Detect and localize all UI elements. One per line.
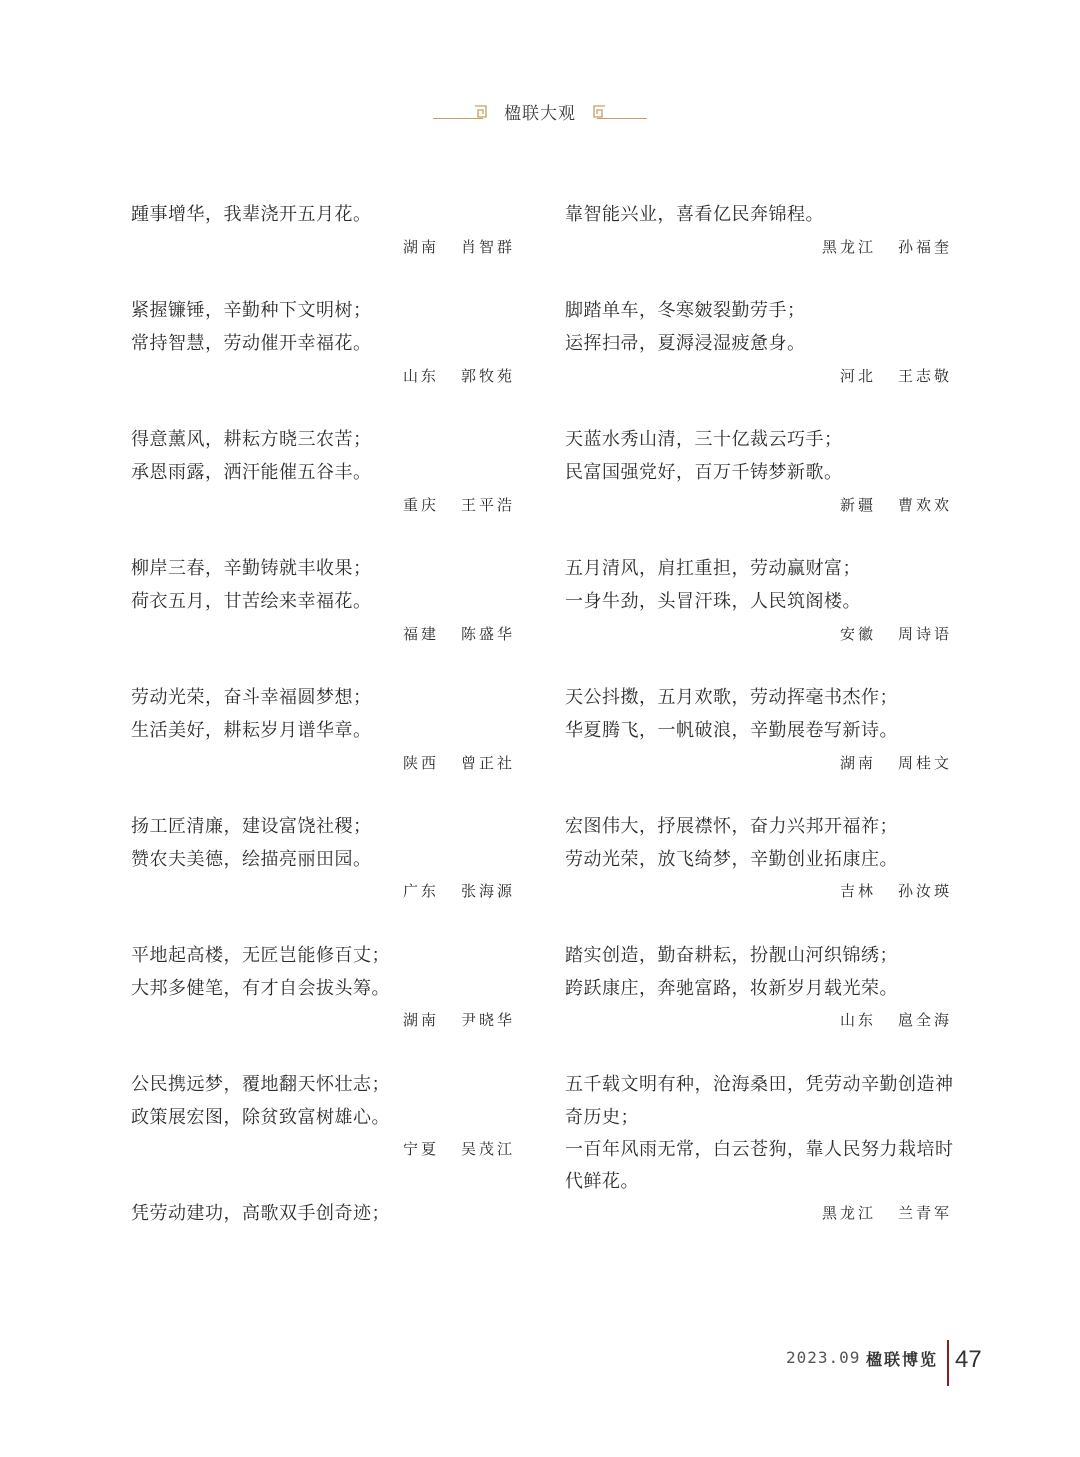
author-attribution <box>403 752 519 774</box>
author-name: 陈盛华 <box>461 625 516 643</box>
author-region: 广东 <box>403 882 440 900</box>
author-attribution <box>403 880 519 902</box>
author-name: 周桂文 <box>897 754 952 772</box>
section-title: 楹联大观 <box>504 104 576 124</box>
author-region: 吉林 <box>839 882 876 900</box>
author-region: 湖南 <box>403 1011 440 1029</box>
couplet-line: 荷衣五月，甘苦绘来幸福花。 <box>131 591 372 612</box>
author-region: 新疆 <box>839 496 876 514</box>
author-region: 河北 <box>839 367 876 385</box>
couplet-line: 天公抖擞，五月欢歌，劳动挥毫书杰作； <box>565 687 898 708</box>
couplet-line: 民富国强党好，百万千铸梦新歌。 <box>565 462 843 483</box>
couplet-line: 一身牛劲，头冒汗珠，人民筑阁楼。 <box>565 591 861 612</box>
author-region: 黑龙江 <box>821 1204 876 1222</box>
author-name: 郭牧苑 <box>461 367 516 385</box>
author-name: 兰青军 <box>897 1204 952 1222</box>
author-name: 周诗语 <box>897 625 952 643</box>
couplet-line: 政策展宏图，除贫致富树雄心。 <box>131 1107 390 1128</box>
author-region: 山东 <box>403 367 440 385</box>
couplet-line: 五月清风，肩扛重担，劳动赢财富； <box>565 558 861 579</box>
couplet-line: 公民携远梦，覆地翻天怀壮志； <box>131 1074 390 1095</box>
section-header <box>0 96 1080 136</box>
author-attribution <box>752 623 952 645</box>
couplet-line: 常持智慧，劳动催开幸福花。 <box>131 333 372 354</box>
author-region: 陕西 <box>403 754 440 772</box>
author-name: 扈全海 <box>897 1011 952 1029</box>
couplet-line: 平地起高楼，无匠岂能修百丈； <box>131 945 390 966</box>
couplet-line: 天蓝水秀山清，三十亿裁云巧手； <box>565 429 843 450</box>
couplet-line: 凭劳动建功，高歌双手创奇迹； <box>131 1203 390 1224</box>
author-attribution <box>752 494 952 516</box>
author-region: 重庆 <box>403 496 440 514</box>
couplet-line: 代鲜花。 <box>565 1171 639 1192</box>
author-region: 福建 <box>403 625 440 643</box>
author-region: 安徽 <box>839 625 876 643</box>
couplet-line: 生活美好，耕耘岁月谱华章。 <box>131 720 372 741</box>
header-rule-right <box>597 118 647 119</box>
couplet-line: 宏图伟大，抒展襟怀，奋力兴邦开福祚； <box>565 816 898 837</box>
couplet-line: 赞农夫美德，绘描亮丽田园。 <box>131 849 372 870</box>
author-attribution <box>403 494 519 516</box>
author-region: 山东 <box>839 1011 876 1029</box>
couplet-line: 跨跃康庄，奔驰富路，妆新岁月载光荣。 <box>565 978 898 999</box>
couplet-line: 踵事增华，我辈浇开五月花。 <box>131 204 372 225</box>
author-attribution <box>752 1202 952 1224</box>
couplet-line: 扬工匠清廉，建设富饶社稷； <box>131 816 372 837</box>
author-attribution <box>752 236 952 258</box>
author-name: 尹晓华 <box>461 1011 516 1029</box>
couplet-line: 运挥扫帚，夏溽浸湿疲惫身。 <box>565 333 806 354</box>
author-name: 肖智群 <box>461 238 516 256</box>
couplet-line: 承恩雨露，洒汗能催五谷丰。 <box>131 462 372 483</box>
author-attribution <box>752 880 952 902</box>
couplet-line: 劳动光荣，放飞绮梦，辛勤创业拓康庄。 <box>565 849 898 870</box>
page-footer <box>0 1340 1080 1390</box>
couplet-line: 靠智能兴业，喜看亿民奔锦程。 <box>565 204 824 225</box>
couplet-line: 华夏腾飞，一帆破浪，辛勤展卷写新诗。 <box>565 720 898 741</box>
couplet-line: 五千载文明有种，沧海桑田，凭劳动辛勤创造神 <box>565 1074 954 1095</box>
author-region: 湖南 <box>839 754 876 772</box>
couplet-line: 脚踏单车，冬寒皴裂勤劳手； <box>565 300 806 321</box>
couplet-line: 踏实创造，勤奋耕耘，扮靓山河织锦绣； <box>565 945 898 966</box>
couplet-line: 得意薰风，耕耘方晓三农苦； <box>131 429 372 450</box>
author-name: 张海源 <box>461 882 516 900</box>
author-attribution <box>403 623 519 645</box>
couplet-line: 大邦多健笔，有才自会拔头筹。 <box>131 978 390 999</box>
author-region: 湖南 <box>403 238 440 256</box>
couplet-line: 一百年风雨无常，白云苍狗，靠人民努力栽培时 <box>565 1139 954 1160</box>
author-name: 吴茂江 <box>461 1140 516 1158</box>
couplet-line: 奇历史； <box>565 1107 639 1128</box>
author-attribution <box>752 1009 952 1031</box>
author-name: 曾正社 <box>461 754 516 772</box>
author-attribution <box>403 236 519 258</box>
magazine-name: 楹联博览 <box>866 1350 939 1369</box>
fret-ornament-icon <box>474 105 488 119</box>
footer-divider <box>947 1340 949 1386</box>
author-name: 王平浩 <box>461 496 516 514</box>
couplet-line: 紧握镰锤，辛勤种下文明树； <box>131 300 372 321</box>
author-name: 孙汝瑛 <box>897 882 952 900</box>
couplet-line: 柳岸三春，辛勤铸就丰收果； <box>131 558 372 579</box>
author-attribution <box>403 365 519 387</box>
page-number: 47 <box>955 1346 982 1373</box>
author-name: 王志敬 <box>897 367 952 385</box>
author-name: 曹欢欢 <box>897 496 952 514</box>
author-region: 黑龙江 <box>821 238 876 256</box>
author-region: 宁夏 <box>403 1140 440 1158</box>
author-attribution <box>403 1009 519 1031</box>
author-attribution <box>752 365 952 387</box>
couplet-line: 劳动光荣，奋斗幸福圆梦想； <box>131 687 372 708</box>
author-attribution <box>403 1138 519 1160</box>
author-attribution <box>752 752 952 774</box>
author-name: 孙福奎 <box>897 238 952 256</box>
fret-ornament-icon <box>592 105 606 119</box>
issue-date: 2023.09 <box>786 1348 861 1367</box>
